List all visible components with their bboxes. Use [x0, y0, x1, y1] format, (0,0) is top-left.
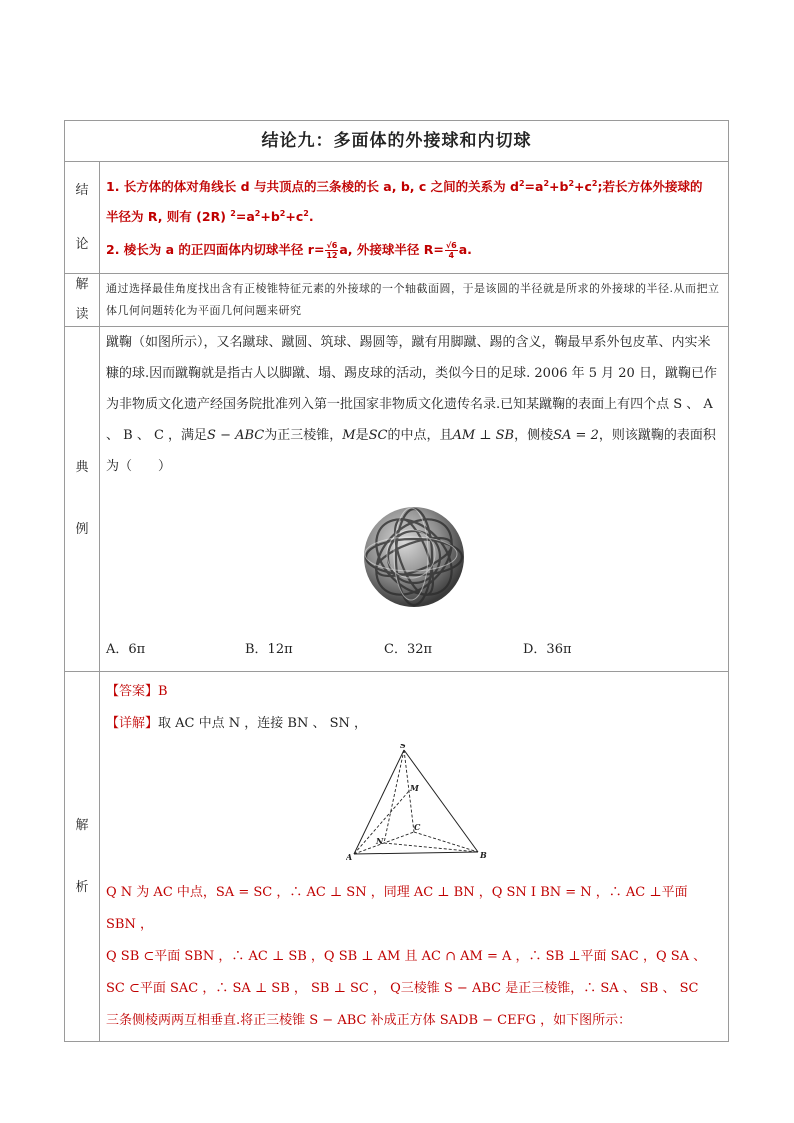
sup: 2	[591, 179, 598, 188]
math-expr: M	[342, 428, 356, 444]
option-c: C．32π	[384, 642, 433, 658]
detail-line	[106, 708, 722, 740]
example-label	[65, 327, 100, 672]
figure-label-m: M	[410, 783, 419, 794]
title-row	[65, 121, 729, 162]
analysis-line-1: Q N 为 AC 中点，SA = SC ，∴ AC ⊥ SN ，同理 AC ⊥ BN ，Q SN I BN = N ，∴ AC ⊥平面	[106, 885, 688, 901]
option-b: B．12π	[245, 642, 293, 658]
math-expr: SA = 2	[553, 428, 599, 444]
example-text: 是	[355, 428, 369, 444]
fraction-R	[445, 241, 458, 260]
interpretation-row	[65, 274, 729, 327]
conclusion-text: +c	[574, 179, 592, 195]
analysis-content	[100, 672, 729, 1042]
sup: 2	[568, 179, 575, 188]
example-label-char-2: 例	[75, 522, 89, 538]
example-text: 的中点，且	[387, 428, 453, 444]
figure-label-c: C	[414, 822, 421, 833]
conclusion-label-char-2: 论	[75, 236, 89, 252]
sup: 2	[518, 179, 525, 188]
figure-label-s: S	[400, 744, 406, 751]
example-text: ，则该蹴鞠的表面积为（ ）	[106, 428, 716, 475]
cuju-ball-icon	[359, 502, 469, 612]
example-text: 为正三棱锥，	[264, 428, 343, 444]
content-table	[64, 120, 729, 1042]
example-row	[65, 327, 729, 672]
interpretation-content: 通过选择最佳角度找出含有正棱锥特征元素的外接球的一个轴截面圆，于是该圆的半径就是所求的外接球的半径.从而把立体几何问题转化为平面几何问题来研究	[100, 274, 729, 327]
fraction-r	[325, 241, 338, 260]
page-title-text: 结论九：多面体的外接球和内切球	[261, 131, 532, 151]
analysis-label-char-2: 析	[75, 879, 89, 895]
conclusion-label	[65, 162, 100, 274]
example-content	[100, 327, 729, 672]
cuju-ball-image	[106, 482, 722, 632]
page-title	[65, 121, 729, 162]
answer-line	[106, 676, 722, 708]
interpretation-label	[65, 274, 100, 327]
example-label-char-1: 典	[75, 460, 89, 476]
interpretation-label-char-2: 读	[75, 307, 89, 323]
conclusion-text: +c	[285, 209, 304, 225]
conclusion-label-char-1: 结	[75, 182, 89, 198]
sup: 2	[543, 179, 550, 188]
analysis-label-char-1: 解	[75, 817, 89, 833]
example-text: ，侧棱	[514, 428, 554, 444]
fraction-denominator: 4	[448, 251, 455, 261]
figure-label-b: B	[480, 850, 487, 861]
detail-tag: 【详解】	[106, 716, 159, 732]
analysis-label	[65, 672, 100, 1042]
analysis-line-4: SC ⊂平面 SAC ，∴ SA ⊥ SB ， SB ⊥ SC ， Q三棱锥 S − ABC 是正三棱锥，∴ SA 、 SB 、 SC	[106, 981, 699, 997]
fraction-denominator: 12	[326, 251, 338, 261]
conclusion-text: +b	[549, 179, 569, 195]
pyramid-figure	[346, 744, 496, 864]
conclusion-text: 2. 棱长为 a 的正四面体内切球半径 r=	[106, 242, 325, 258]
conclusion-text: =a	[235, 209, 255, 225]
math-expr: S − ABC	[207, 428, 265, 444]
conclusion-text: +b	[260, 209, 280, 225]
conclusion-text: .	[308, 209, 314, 225]
answer-tag: 【答案】	[106, 684, 159, 700]
sup: 2	[254, 209, 261, 219]
math-expr: AM ⊥ SB	[452, 428, 515, 444]
fraction-numerator: √6	[326, 241, 338, 251]
figure-label-n: N	[376, 836, 384, 847]
conclusion-text: a, 外接球半径 R=	[339, 242, 444, 258]
answer-options	[106, 634, 722, 665]
fraction-numerator: √6	[445, 241, 457, 251]
sup: 2	[230, 209, 236, 219]
example-problem	[106, 327, 722, 482]
conclusion-text: ;若长方体外接球的	[597, 179, 703, 195]
conclusion-content	[100, 162, 729, 274]
math-expr: SC	[368, 428, 388, 444]
answer-value: B	[158, 684, 168, 700]
analysis-line-5: 三条侧棱两两互相垂直.将正三棱锥 S − ABC 补成正方体 SADB − CEFG ，如下图所示：	[106, 1013, 632, 1029]
conclusion-text: 半径为 R, 则有 (2R)	[106, 209, 231, 225]
example-text: 蹴鞠（如图所示），又名蹴球、蹴圆、筑球、踢圆等，蹴有用脚蹴、踢的含义，鞠最早系外包皮革、内实米糠的球.因而蹴鞠就是指古人以脚蹴、塌、踢皮球的活动，类似今日的足球. 2006 年 5 月 20 日，蹴鞠已作为非物质文化遗产经国务院批准列入第一批国家非物质文化遗传名录.已知某蹴鞠的表面上有四个点 S 、 A 、 B 、 C ，满足	[106, 335, 717, 444]
conclusion-text: a.	[458, 242, 472, 258]
analysis-row	[65, 672, 729, 1042]
option-a: A．6π	[106, 642, 146, 658]
interpretation-label-char-1: 解	[75, 277, 89, 293]
conclusion-item-1	[106, 170, 722, 230]
conclusion-row	[65, 162, 729, 274]
figure-label-a: A	[346, 852, 353, 863]
analysis-line-2: SBN ，	[106, 917, 153, 933]
sup: 2	[279, 209, 286, 219]
option-d: D．36π	[523, 642, 572, 658]
analysis-line-3: Q SB ⊂平面 SBN ，∴ AC ⊥ SB ，Q SB ⊥ AM 且 AC ∩ AM = A ，∴ SB ⊥平面 SAC ，Q SA 、	[106, 949, 707, 965]
conclusion-text: 1. 长方体的体对角线长 d 与共顶点的三条棱的长 a, b, c 之间的关系为 d	[106, 179, 519, 195]
sup: 2	[303, 209, 309, 219]
detail-text: 取 AC 中点 N ，连接 BN 、 SN ，	[158, 716, 367, 732]
conclusion-text: =a	[524, 179, 544, 195]
conclusion-item-2	[106, 236, 722, 263]
